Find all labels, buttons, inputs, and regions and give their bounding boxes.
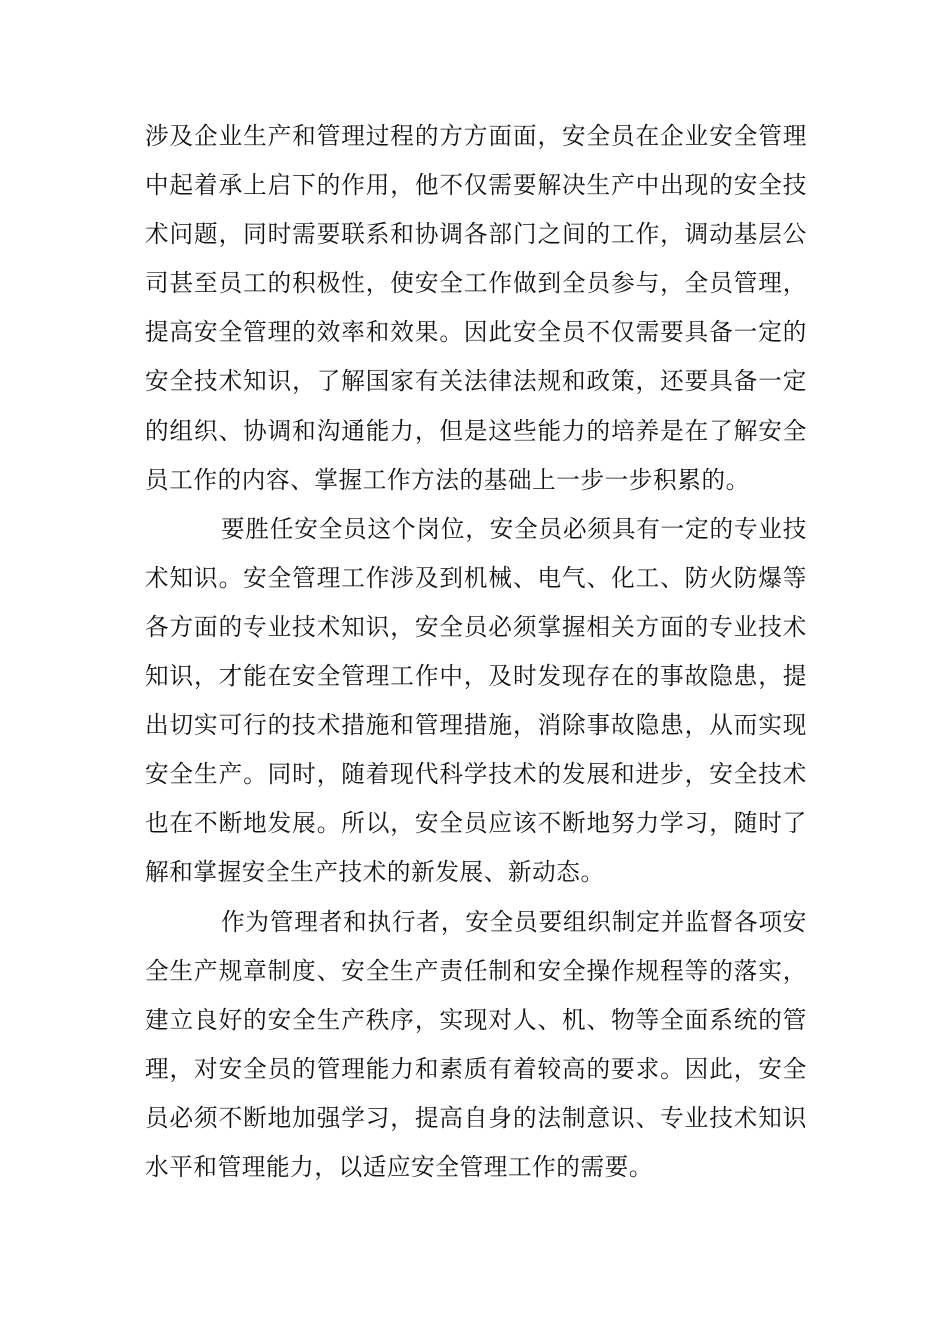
document-body	[145, 112, 807, 1192]
paragraph-1: 涉及企业生产和管理过程的方方面面，安全员在企业安全管理中起着承上启下的作用，他不仅需要解决生产中出现的安全技术问题，同时需要联系和协调各部门之间的工作，调动基层公司甚至员工的积极性，使安全工作做到全员参与，全员管理，提高安全管理的效率和效果。因此安全员不仅需要具备一定的安全技术知识，了解国家有关法律法规和政策，还要具备一定的组织、协调和沟通能力，但是这些能力的培养是在了解安全员工作的内容、掌握工作方法的基础上一步一步积累的。	[145, 122, 807, 494]
paragraph-2: 要胜任安全员这个岗位，安全员必须具有一定的专业技术知识。安全管理工作涉及到机械、电气、化工、防火防爆等各方面的专业技术知识，安全员必须掌握相关方面的专业技术知识，才能在安全管理工作中，及时发现存在的事故隐患，提出切实可行的技术措施和管理措施，消除事故隐患，从而实现安全生产。同时，随着现代科学技术的发展和进步，安全技术也在不断地发展。所以，安全员应该不断地努力学习，随时了解和掌握安全生产技术的新发展、新动态。	[145, 514, 807, 887]
paragraph-3: 作为管理者和执行者，安全员要组织制定并监督各项安全生产规章制度、安全生产责任制和安全操作规程等的落实，建立良好的安全生产秩序，实现对人、机、物等全面系统的管理，对安全员的管理能力和素质有着较高的要求。因此，安全员必须不断地加强学习，提高自身的法制意识、专业技术知识水平和管理能力，以适应安全管理工作的需要。	[145, 907, 807, 1181]
